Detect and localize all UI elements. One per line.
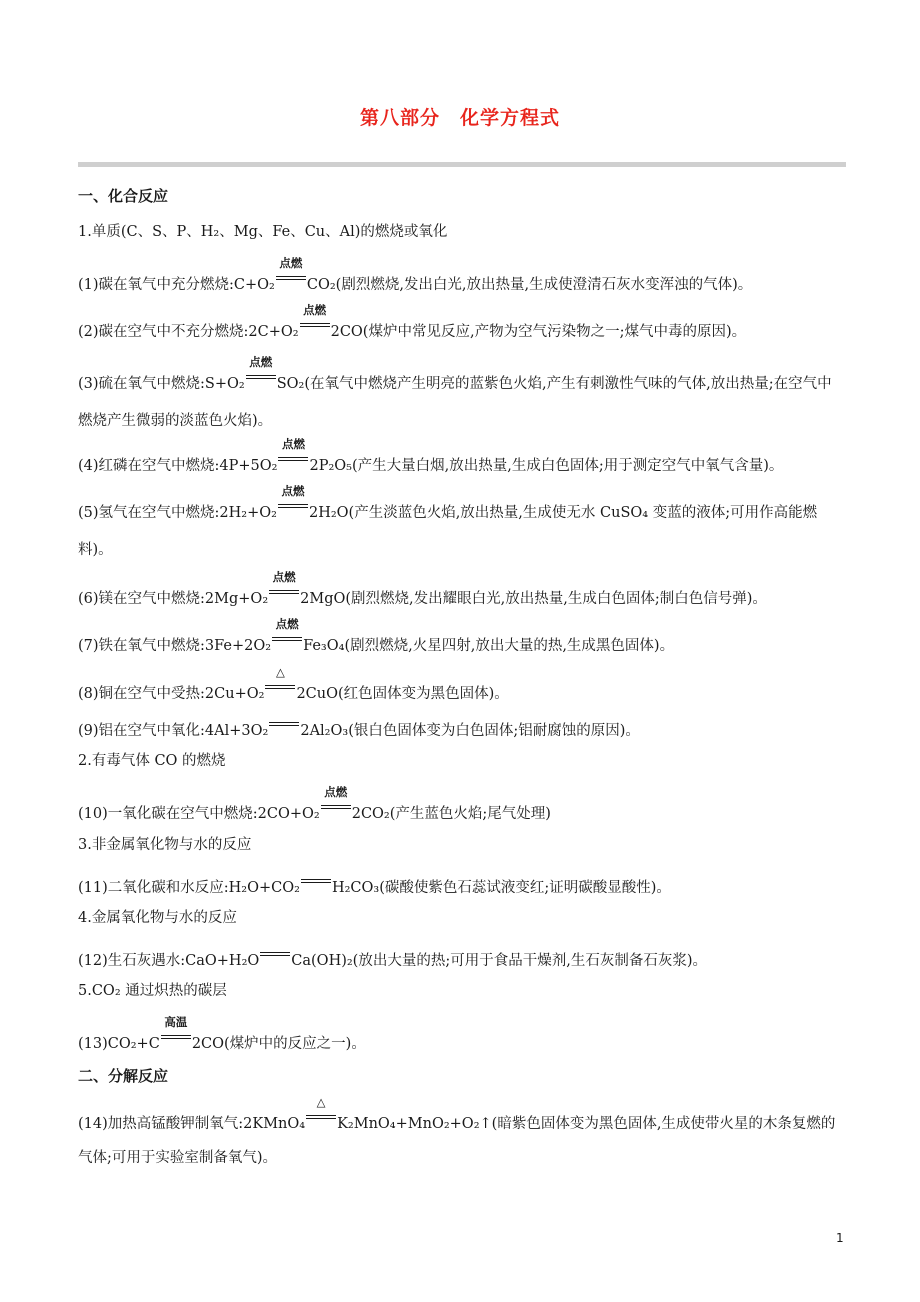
subsection-heading: 5.CO₂ 通过炽热的碳层 xyxy=(78,983,227,999)
page-title: 第八部分 化学方程式 xyxy=(359,107,560,129)
reaction-condition: 点燃 xyxy=(324,785,348,799)
section-heading: 二、分解反应 xyxy=(78,1067,169,1085)
equation-products: 2CuO(红色固体变为黑色固体)。 xyxy=(296,686,509,702)
equation-line xyxy=(78,303,846,342)
equation-line xyxy=(78,570,846,609)
subsection-heading: 3.非金属氧化物与水的反应 xyxy=(78,837,252,853)
equation-line xyxy=(78,785,846,824)
equation-line xyxy=(78,945,846,971)
equation-line xyxy=(78,1015,846,1054)
equation-reactants: (6)镁在空气中燃烧:2Mg+O₂ xyxy=(78,591,269,607)
equals-sign xyxy=(321,785,351,818)
reaction-condition: 点燃 xyxy=(279,256,303,270)
reaction-condition: 点燃 xyxy=(303,303,327,317)
title-divider xyxy=(78,162,846,167)
equals-sign xyxy=(276,256,306,289)
equation-reactants: (1)碳在氧气中充分燃烧:C+O₂ xyxy=(78,277,275,293)
equals-sign xyxy=(301,872,331,892)
equation-reactants: (2)碳在空气中不充分燃烧:2C+O₂ xyxy=(78,324,299,340)
subsection-heading: 4.金属氧化物与水的反应 xyxy=(78,910,237,926)
reaction-condition: 点燃 xyxy=(281,437,305,451)
subsection-heading: 2.有毒气体 CO 的燃烧 xyxy=(78,753,226,769)
equals-sign xyxy=(278,437,308,470)
equation-products: 2CO(煤炉中常见反应,产物为空气污染物之一;煤气中毒的原因)。 xyxy=(330,324,747,340)
reaction-condition: 高温 xyxy=(164,1015,188,1029)
equation-reactants: (5)氢气在空气中燃烧:2H₂+O₂ xyxy=(78,505,277,521)
reaction-condition: 点燃 xyxy=(281,484,305,498)
equation-products: K₂MnO₄+MnO₂+O₂↑(暗紫色固体变为黑色固体,生成使带火星的木条复燃的气体;可用于实验室制备氧气)。 xyxy=(78,1116,836,1166)
equation-reactants: (8)铜在空气中受热:2Cu+O₂ xyxy=(78,686,265,702)
equation-products: Ca(OH)₂(放出大量的热;可用于食品干燥剂,生石灰制备石灰浆)。 xyxy=(291,953,707,969)
section-heading: 一、化合反应 xyxy=(78,187,169,205)
subsection-heading: 1.单质(C、S、P、H₂、Mg、Fe、Cu、Al)的燃烧或氧化 xyxy=(78,224,448,240)
equation-products: Fe₃O₄(剧烈燃烧,火星四射,放出大量的热,生成黑色固体)。 xyxy=(303,638,675,654)
equation-line xyxy=(78,256,846,295)
equals-sign xyxy=(161,1015,191,1048)
equals-sign xyxy=(300,303,330,336)
equation-line xyxy=(78,1095,846,1175)
equation-reactants: (13)CO₂+C xyxy=(78,1036,160,1052)
equation-line xyxy=(78,715,846,741)
equation-line xyxy=(78,355,846,440)
equals-sign xyxy=(269,570,299,603)
equation-reactants: (14)加热高锰酸钾制氧气:2KMnO₄ xyxy=(78,1116,306,1132)
equation-line xyxy=(78,617,846,656)
equals-sign xyxy=(278,484,308,517)
equation-products: CO₂(剧烈燃烧,发出白光,放出热量,生成使澄清石灰水变浑浊的气体)。 xyxy=(306,277,753,293)
equation-reactants: (7)铁在氧气中燃烧:3Fe+2O₂ xyxy=(78,638,272,654)
equation-reactants: (12)生石灰遇水:CaO+H₂O xyxy=(78,953,260,969)
equation-products: 2MgO(剧烈燃烧,发出耀眼白光,放出热量,生成白色固体;制白色信号弹)。 xyxy=(300,591,767,607)
page-number: 1 xyxy=(836,1231,844,1245)
reaction-condition: 点燃 xyxy=(249,355,273,369)
equation-reactants: (4)红磷在空气中燃烧:4P+5O₂ xyxy=(78,458,278,474)
equation-products: 2CO(煤炉中的反应之一)。 xyxy=(191,1036,366,1052)
equals-sign xyxy=(265,665,295,698)
equation-products: 2P₂O₅(产生大量白烟,放出热量,生成白色固体;用于测定空气中氧气含量)。 xyxy=(309,458,784,474)
equation-line xyxy=(78,484,846,569)
reaction-condition: △ xyxy=(316,1095,326,1109)
equation-products: 2Al₂O₃(银白色固体变为白色固体;铝耐腐蚀的原因)。 xyxy=(300,723,640,739)
equation-products: 2CO₂(产生蓝色火焰;尾气处理) xyxy=(351,806,551,822)
equals-sign xyxy=(260,945,290,965)
equation-line xyxy=(78,437,846,476)
equals-sign xyxy=(246,355,276,388)
reaction-condition: 点燃 xyxy=(275,617,299,631)
equation-products: SO₂(在氧气中燃烧产生明亮的蓝紫色火焰,产生有刺激性气味的气体,放出热量;在空气中燃烧产生微弱的淡蓝色火焰)。 xyxy=(78,376,832,429)
equation-reactants: (9)铝在空气中氧化:4Al+3O₂ xyxy=(78,723,269,739)
equals-sign xyxy=(306,1095,336,1128)
equation-line xyxy=(78,665,846,704)
equation-reactants: (11)二氧化碳和水反应:H₂O+CO₂ xyxy=(78,880,300,896)
reaction-condition: 点燃 xyxy=(272,570,296,584)
reaction-condition: △ xyxy=(276,665,285,679)
equation-products: 2H₂O(产生淡蓝色火焰,放出热量,生成使无水 CuSO₄ 变蓝的液体;可用作高能燃料)。 xyxy=(78,505,818,558)
equals-sign xyxy=(269,715,299,735)
equation-line xyxy=(78,872,846,898)
equals-sign xyxy=(272,617,302,650)
equation-reactants: (3)硫在氧气中燃烧:S+O₂ xyxy=(78,376,245,392)
equation-reactants: (10)一氧化碳在空气中燃烧:2CO+O₂ xyxy=(78,806,320,822)
equation-products: H₂CO₃(碳酸使紫色石蕊试液变红;证明碳酸显酸性)。 xyxy=(331,880,671,896)
